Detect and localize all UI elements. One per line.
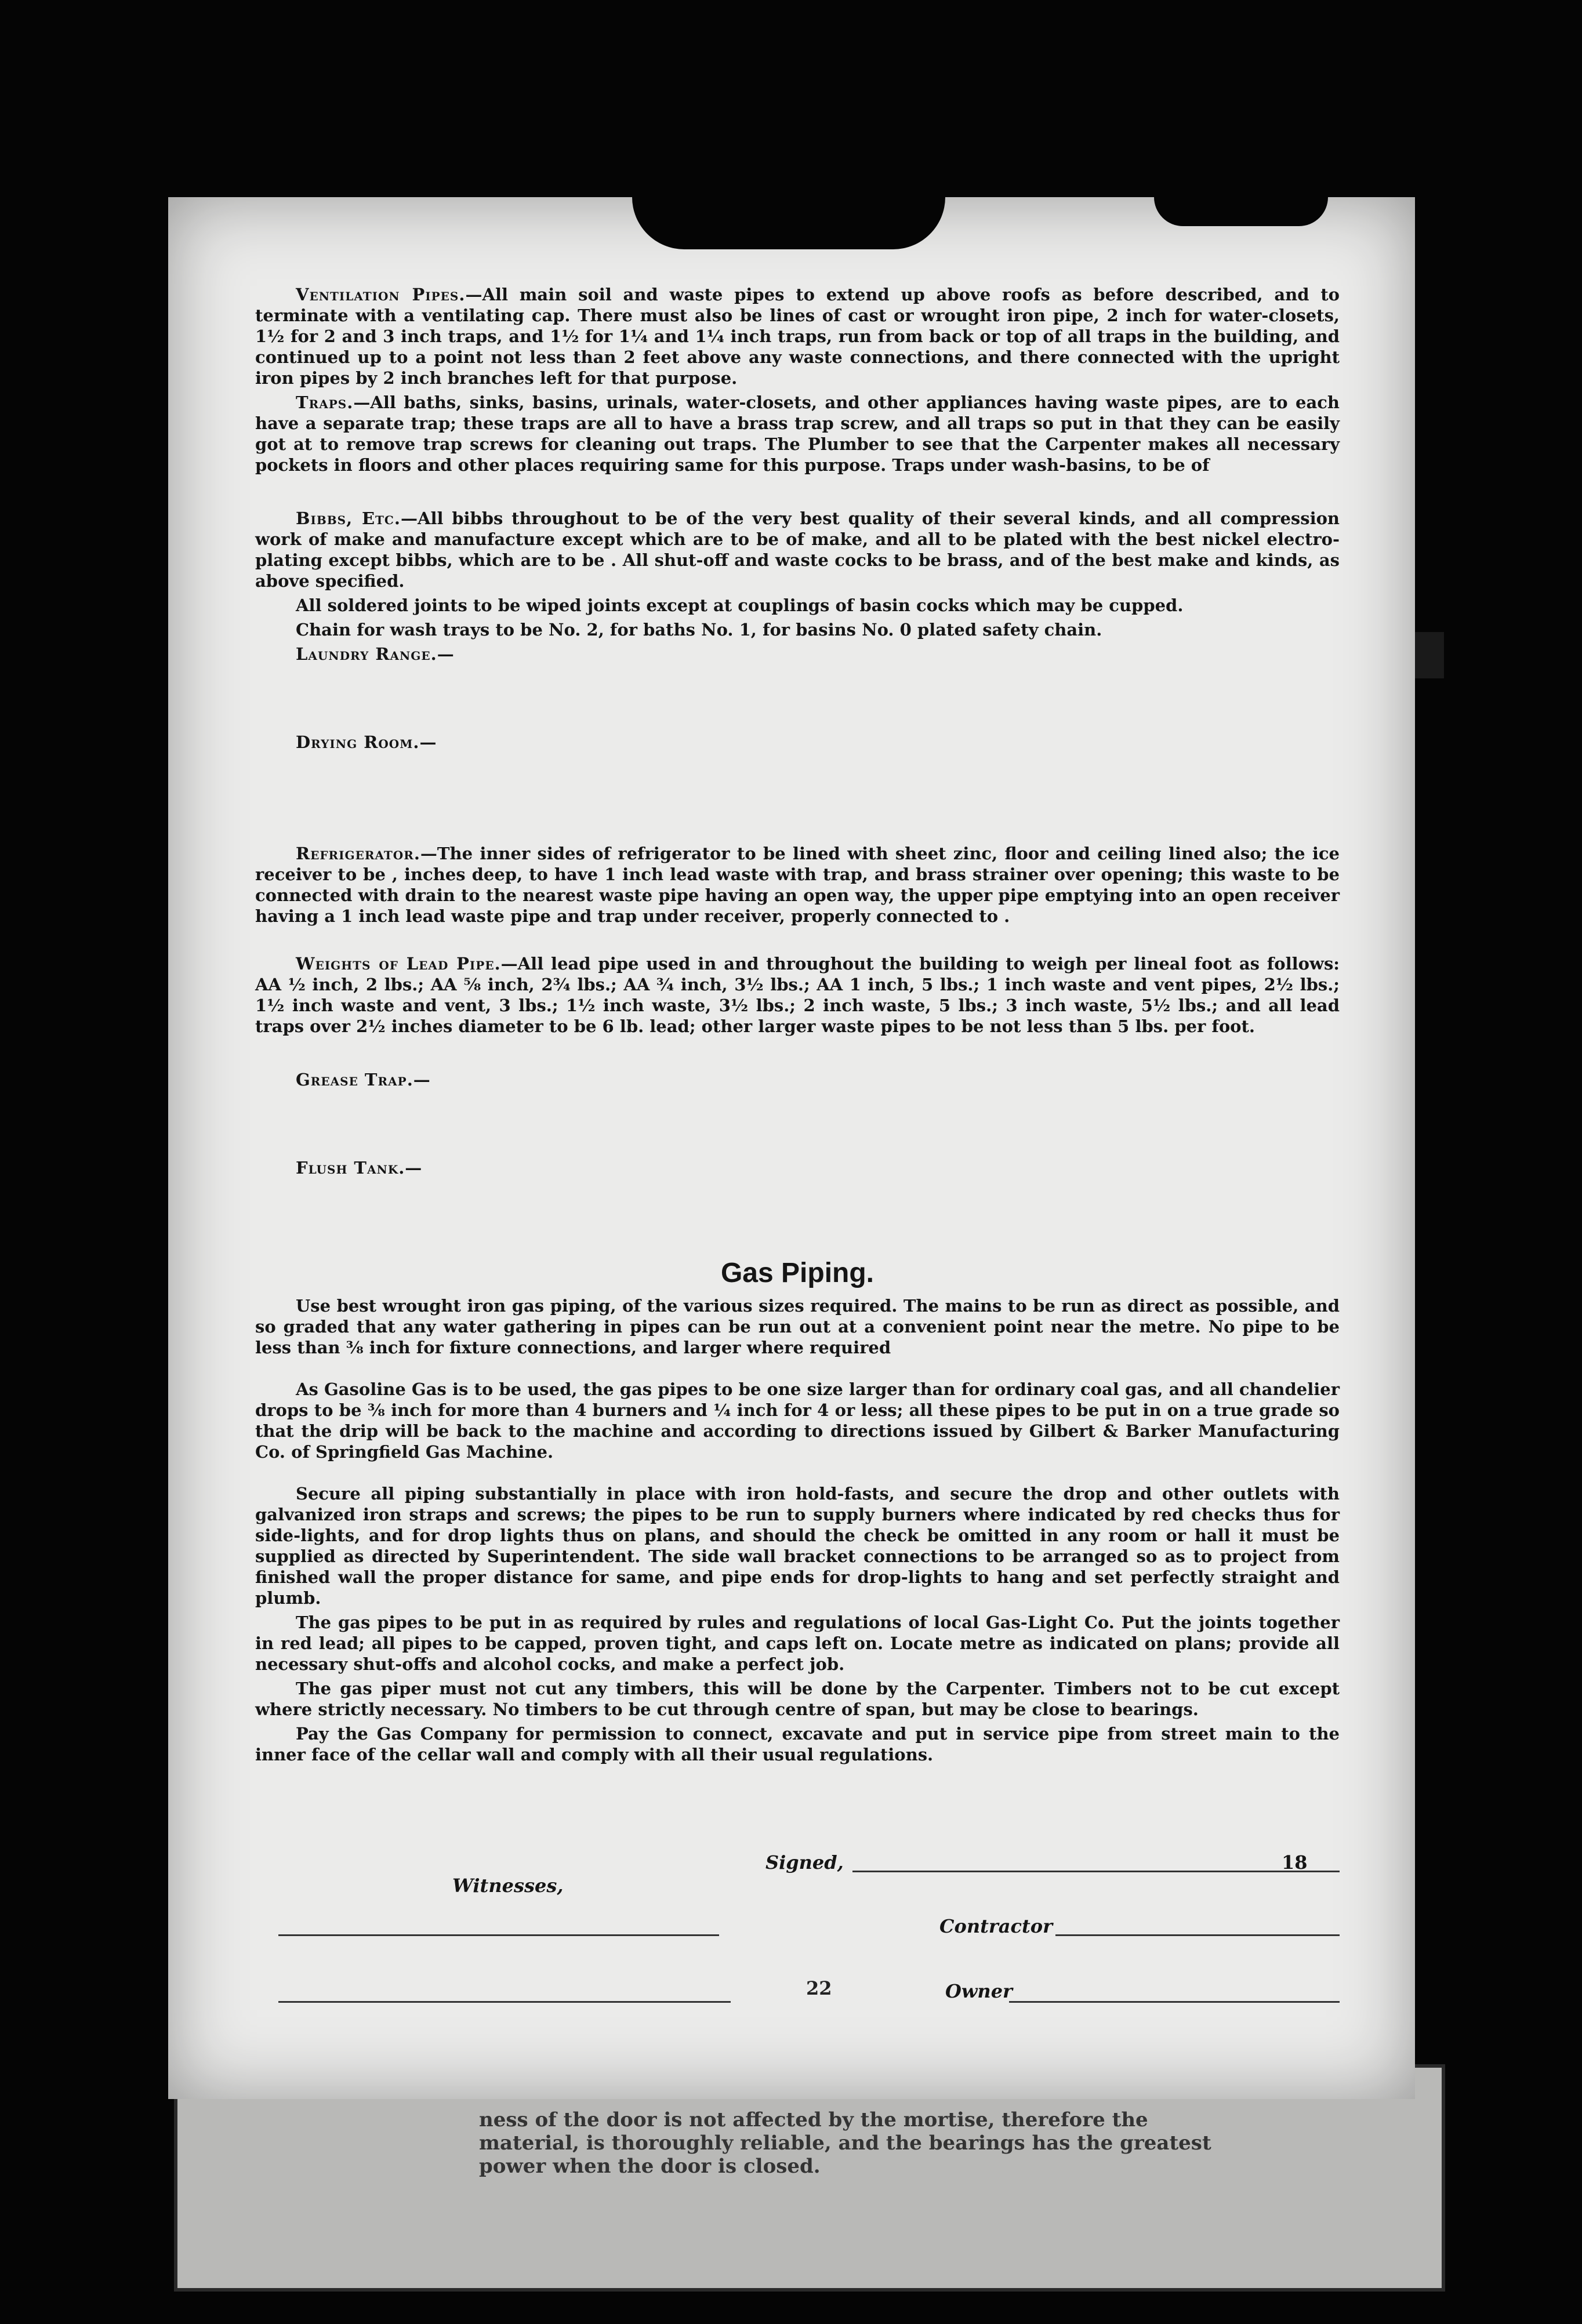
refrigerator-heading: Refrigerator. <box>296 844 420 863</box>
witnesses-label: Witnesses, <box>452 1875 564 1897</box>
ventilation-paragraph <box>255 284 1340 388</box>
page-number: 22 <box>806 1977 832 1999</box>
contractor-line[interactable] <box>1055 1933 1340 1936</box>
gas-piping-title: Gas Piping. <box>720 1258 875 1288</box>
traps-paragraph <box>255 392 1340 475</box>
witness-line-1[interactable] <box>278 1933 719 1936</box>
soldered-joints-paragraph <box>255 595 1340 616</box>
gas-paragraph-1: Use best wrought iron gas piping, of the various sizes required. The mains to be run as direct as possible, and so graded that any water gathering in pipes can be run out at a convenient point near the metre. No pipe to be less than ⅜ inch for fixture connections, and larger where required <box>255 1296 1340 1357</box>
grease-trap-heading: Grease Trap. <box>296 1070 413 1090</box>
grease-trap-body: — <box>413 1070 430 1090</box>
laundry-range-paragraph <box>255 644 1340 664</box>
top-tear-right <box>1154 197 1328 226</box>
signed-label: Signed, <box>765 1851 844 1873</box>
lead-pipe-body: —All lead pipe used in and throughout the building to weigh per lineal foot as follows: AA ½ inch, 2 lbs.; AA ⅝ inch, 2¾ lbs.; AA ¾ inch, 3½ lbs.; AA 1 inch, 5 lbs.; 1 inch waste and vent pipes, 2½ lbs.; 1½ inch waste and vent, 3 lbs.; 1½ inch waste, 3½ lbs.; 2 inch waste, 5 lbs.; 3 inch waste, 5½ lbs.; and all lead traps over 2½ inches diameter to be 6 lb. lead; other larger waste pipes to be not less than 5 lbs. per foot. <box>255 954 1340 1036</box>
gas-paragraph-2: As Gasoline Gas is to be used, the gas pipes to be one size larger than for ordinary coal gas, and all chandelier drops to be ⅜ inch for more than 4 burners and ¼ inch for 4 or less; all these pipes to be put in on a true grade so that the drip will be back to the machine and according to directions issued by Gilbert & Barker Manufacturing Co. of Springfield Gas Machine. <box>255 1379 1340 1462</box>
owner-label: Owner <box>945 1980 1013 2002</box>
laundry-range-heading: Laundry Range. <box>296 644 437 664</box>
ventilation-body: —All main soil and waste pipes to extend up above roofs as before described, and to terminate with a ventilating cap. There must also be lines of cast or wrought iron pipe, 2 inch for water-closets, 1½ for 2 and 3 inch traps, and 1½ for 1¼ and 1¼ inch traps, run from back or top of all traps in the building, and continued up to a point not less than 2 feet above any waste connections, and there connected with the upright iron pipes by 2 inch branches left for that purpose. <box>255 285 1340 388</box>
year-label: 18 <box>1282 1851 1308 1873</box>
gas-paragraph-6: Pay the Gas Company for permission to connect, excavate and put in service pipe from street main to the inner face of the cellar wall and comply with all their usual regulations. <box>255 1724 1340 1764</box>
chain-body: Chain for wash trays to be No. 2, for baths No. 1, for basins No. 0 plated safety chain. <box>296 620 1102 640</box>
bibbs-heading: Bibbs, Etc. <box>296 509 401 528</box>
flush-tank-heading: Flush Tank. <box>296 1158 405 1178</box>
ventilation-heading: Ventilation Pipes. <box>296 285 466 304</box>
year-line[interactable] <box>1305 1869 1340 1872</box>
signed-line[interactable] <box>852 1869 1311 1872</box>
signature-block <box>255 1852 1340 2061</box>
document-content <box>255 284 1340 2061</box>
gas-paragraph-5: The gas piper must not cut any timbers, this will be done by the Carpenter. Timbers not to be cut except where strictly necessary. No timbers to be cut through centre of span, but may be close to bearings. <box>255 1679 1340 1719</box>
lead-pipe-paragraph <box>255 953 1340 1037</box>
lead-pipe-heading: Weights of Lead Pipe. <box>296 954 501 974</box>
bibbs-paragraph <box>255 508 1340 591</box>
drying-room-body: — <box>419 732 437 752</box>
document-page <box>168 197 1415 2099</box>
grease-trap-paragraph <box>255 1069 1340 1090</box>
laundry-range-body: — <box>437 644 454 664</box>
traps-heading: Traps. <box>296 393 354 412</box>
chain-paragraph <box>255 619 1340 640</box>
underlying-sheet-text: ness of the door is not affected by the mortise, therefore the material, is thoroughly reliable, and the bearings has the greatest power when the door is closed. <box>479 2108 1211 2178</box>
drying-room-paragraph <box>255 732 1340 753</box>
gas-paragraph-4: The gas pipes to be put in as required by rules and regulations of local Gas-Light Co. Put the joints together in red lead; all pipes to be capped, proven tight, and caps left on. Locate metre as indicated on plans; provide all necessary shut-offs and alcohol cocks, and make a perfect job. <box>255 1613 1340 1674</box>
gas-paragraph-3: Secure all piping substantially in place with iron hold-fasts, and secure the drop and other outlets with galvanized iron straps and screws; the pipes to be run to supply burners where indicated by red checks thus for side-lights, and for drop lights thus on plans, and should the check be omitted in any room or hall it must be supplied as directed by Superintendent. The side wall bracket connections to be arranged so as to project from finished wall the proper distance for same, and pipe ends for drop-lights to hang and set perfectly straight and plumb. <box>255 1484 1340 1608</box>
soldered-joints-body: All soldered joints to be wiped joints except at couplings of basin cocks which may be cupped. <box>296 595 1184 615</box>
traps-body: —All baths, sinks, basins, urinals, water-closets, and other appliances having waste pipes, are to each have a separate trap; these traps are all to have a brass trap screw, and all traps so put in that they can be easily got at to remove trap screws for cleaning out traps. The Plumber to see that the Carpenter makes all necessary pockets in floors and other places requiring same for this purpose. Traps under wash-basins, to be of <box>255 393 1340 475</box>
flush-tank-paragraph <box>255 1157 1340 1178</box>
bibbs-body: —All bibbs throughout to be of the very best quality of their several kinds, and all compression work of make and manufacture except which are to be of make, and all to be plated with the best nickel electro-plating except bibbs, which are to be . All shut-off and waste cocks to be brass, and of the best make and kinds, as above specified. <box>255 509 1340 591</box>
drying-room-heading: Drying Room. <box>296 732 420 752</box>
witness-line-2[interactable] <box>278 2000 731 2003</box>
owner-line[interactable] <box>1009 2000 1340 2003</box>
refrigerator-body: —The inner sides of refrigerator to be lined with sheet zinc, floor and ceiling lined also; the ice receiver to be , inches deep, to have 1 inch lead waste with trap, and brass strainer over opening; this waste to be connected with drain to the nearest waste pipe having an open way, the upper pipe emptying into an open receiver having a 1 inch lead waste pipe and trap under receiver, properly connected to . <box>255 844 1340 926</box>
contractor-label: Contractor <box>939 1915 1053 1937</box>
top-tear <box>632 197 945 249</box>
refrigerator-paragraph <box>255 843 1340 927</box>
flush-tank-body: — <box>405 1158 422 1178</box>
